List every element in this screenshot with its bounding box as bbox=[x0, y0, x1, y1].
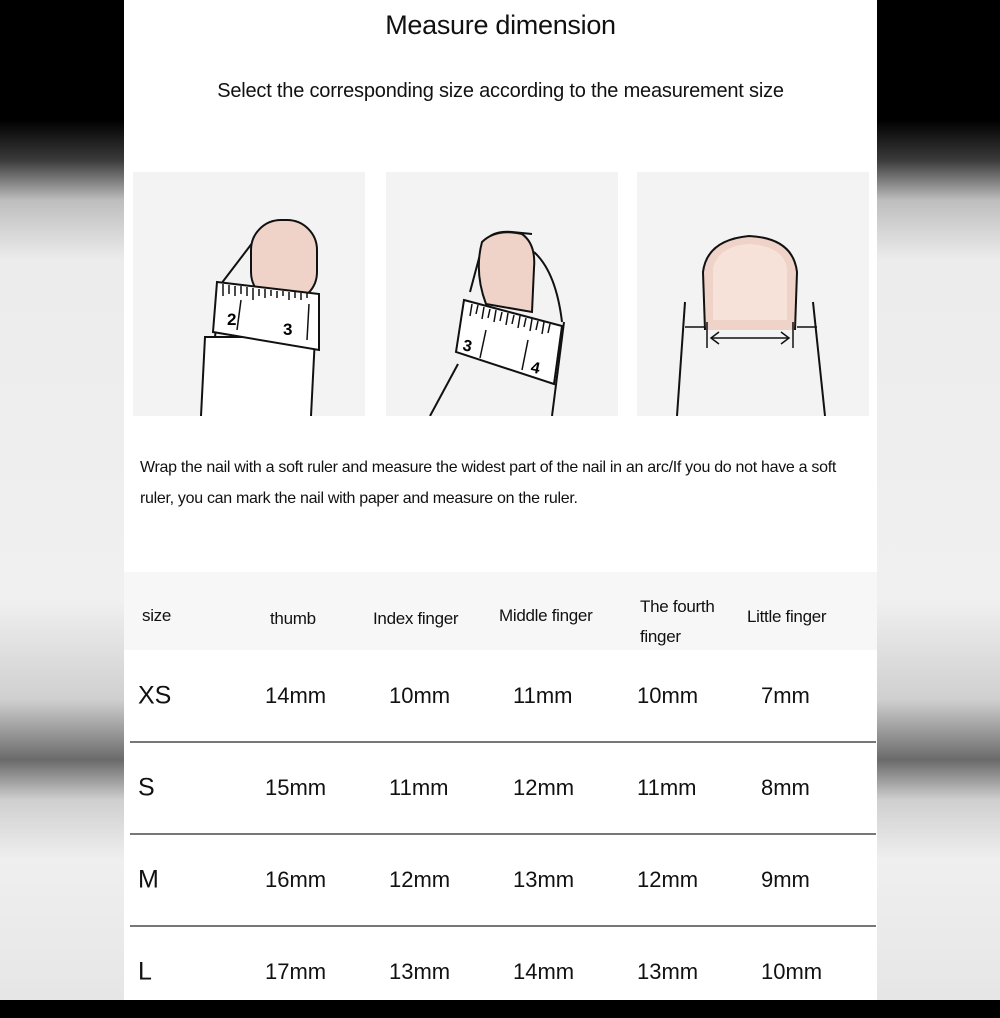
measurement-instructions: Wrap the nail with a soft ruler and measure the widest part of the nail in an arc/If you do not have a soft ruler, you can mark the nail with paper and measure on the ruler. bbox=[140, 459, 837, 507]
size-value: 9mm bbox=[761, 867, 810, 892]
page-title: Measure dimension bbox=[385, 10, 616, 40]
size-value: 7mm bbox=[761, 683, 810, 708]
size-value: 16mm bbox=[265, 867, 327, 892]
size-chart-card bbox=[124, 0, 877, 1000]
header-thumb: thumb bbox=[270, 609, 316, 628]
ruler-number: 4 bbox=[529, 359, 542, 378]
thumb-ruler-illustration bbox=[133, 172, 365, 416]
size-value: 13mm bbox=[513, 867, 575, 892]
nail-width-arrow-illustration bbox=[637, 172, 869, 416]
size-value: 12mm bbox=[389, 867, 451, 892]
size-value: 14mm bbox=[265, 683, 327, 708]
ruler-number: 3 bbox=[461, 337, 474, 356]
size-value: 8mm bbox=[761, 775, 810, 800]
header-size: size bbox=[142, 606, 172, 625]
size-value: 11mm bbox=[513, 683, 573, 708]
header-fourth-finger: The fourth finger bbox=[640, 597, 715, 646]
size-value: 12mm bbox=[513, 775, 575, 800]
size-value: 14mm bbox=[513, 959, 575, 984]
finger-ruler-illustration bbox=[386, 172, 618, 416]
ruler-number: 2 bbox=[227, 310, 237, 329]
table-row bbox=[124, 650, 877, 742]
size-value: 13mm bbox=[637, 959, 699, 984]
table-row bbox=[124, 742, 877, 834]
header-index-finger: Index finger bbox=[373, 609, 459, 628]
header-middle-finger: Middle finger bbox=[499, 606, 593, 625]
size-value: 11mm bbox=[637, 775, 697, 800]
size-value: 11mm bbox=[389, 775, 449, 800]
ruler-number: 3 bbox=[283, 320, 293, 339]
size-value: 10mm bbox=[389, 683, 451, 708]
size-value: 17mm bbox=[265, 959, 327, 984]
size-value: 10mm bbox=[761, 959, 823, 984]
size-label: XS bbox=[138, 681, 172, 710]
table-row bbox=[124, 834, 877, 926]
size-label: S bbox=[138, 773, 155, 802]
size-value: 15mm bbox=[265, 775, 327, 800]
size-value: 13mm bbox=[389, 959, 451, 984]
size-label: M bbox=[138, 865, 159, 894]
size-table-header bbox=[124, 572, 877, 650]
size-value: 12mm bbox=[637, 867, 699, 892]
right-blur-band bbox=[877, 0, 1000, 1000]
size-label: L bbox=[138, 957, 152, 986]
size-value: 10mm bbox=[637, 683, 699, 708]
left-blur-band bbox=[0, 0, 124, 1000]
table-row bbox=[124, 926, 877, 1018]
page-subtitle: Select the corresponding size according to the measurement size bbox=[217, 80, 784, 102]
header-little-finger: Little finger bbox=[747, 607, 827, 626]
